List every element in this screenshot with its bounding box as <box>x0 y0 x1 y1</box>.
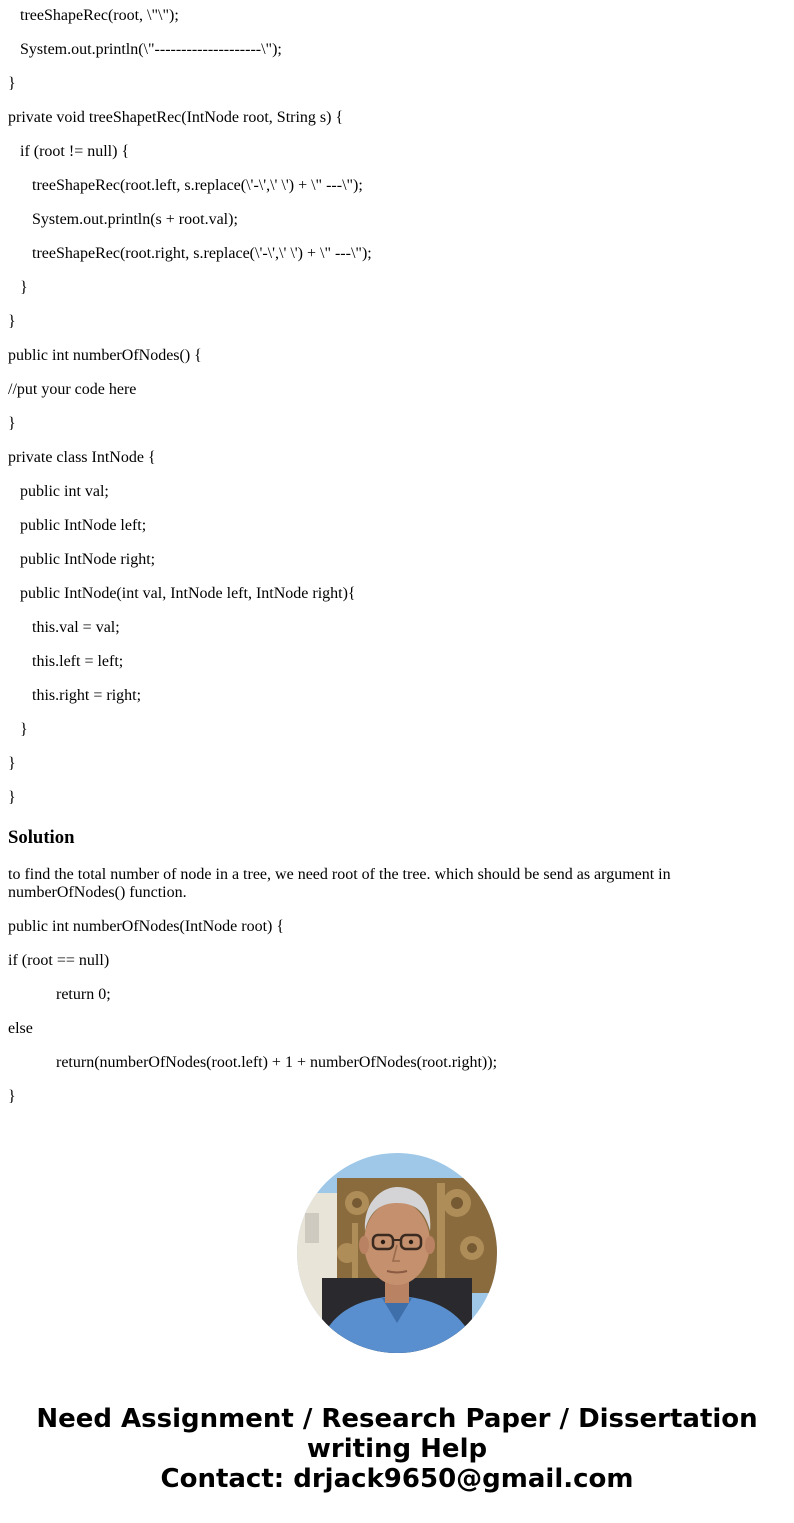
solution-code-line: return(numberOfNodes(root.left) + 1 + numberOfNodes(root.right)); <box>56 1054 498 1071</box>
author-avatar <box>297 1153 497 1353</box>
code-line: } <box>8 415 16 432</box>
code-line: public int numberOfNodes() { <box>8 347 202 364</box>
promo-contact: Contact: drjack9650@gmail.com <box>160 1464 634 1494</box>
code-line: this.left = left; <box>32 653 124 670</box>
code-line: public IntNode left; <box>20 517 147 534</box>
code-line: } <box>8 755 16 772</box>
solution-heading: Solution <box>8 827 75 848</box>
promo-line: writing Help <box>306 1434 488 1464</box>
promo-banner <box>0 1404 794 1494</box>
solution-description: to find the total number of node in a tree, we need root of the tree. which should be send as argument in numberOfNodes() function. <box>8 866 671 901</box>
code-line: } <box>8 313 16 330</box>
avatar-portrait <box>297 1153 497 1353</box>
solution-code-line: } <box>8 1088 16 1105</box>
code-line: this.val = val; <box>32 619 120 636</box>
code-line: if (root != null) { <box>20 143 130 160</box>
solution-code-line: if (root == null) <box>8 952 110 969</box>
code-line: } <box>20 721 28 738</box>
promo-line: Need Assignment / Research Paper / Dissertation <box>36 1404 758 1434</box>
code-line: public int val; <box>20 483 109 500</box>
code-line: } <box>8 75 16 92</box>
solution-code-line: public int numberOfNodes(IntNode root) { <box>8 918 285 935</box>
code-line: treeShapeRec(root, \"\"); <box>20 7 179 24</box>
code-line: this.right = right; <box>32 687 142 704</box>
code-line: private class IntNode { <box>8 449 156 466</box>
code-line: } <box>20 279 28 296</box>
code-line: public IntNode(int val, IntNode left, IntNode right){ <box>20 585 356 602</box>
solution-code-line: else <box>8 1020 33 1037</box>
code-line: //put your code here <box>8 381 137 398</box>
solution-code-line: return 0; <box>56 986 111 1003</box>
code-line: treeShapeRec(root.left, s.replace(\'-\',\' \') + \" ---\"); <box>32 177 363 194</box>
code-line: private void treeShapetRec(IntNode root, String s) { <box>8 109 344 126</box>
code-line: treeShapeRec(root.right, s.replace(\'-\',\' \') + \" ---\"); <box>32 245 372 262</box>
code-line: } <box>8 789 16 806</box>
code-line: System.out.println(\"--------------------\"); <box>20 41 282 58</box>
code-line: System.out.println(s + root.val); <box>32 211 238 228</box>
code-line: public IntNode right; <box>20 551 156 568</box>
